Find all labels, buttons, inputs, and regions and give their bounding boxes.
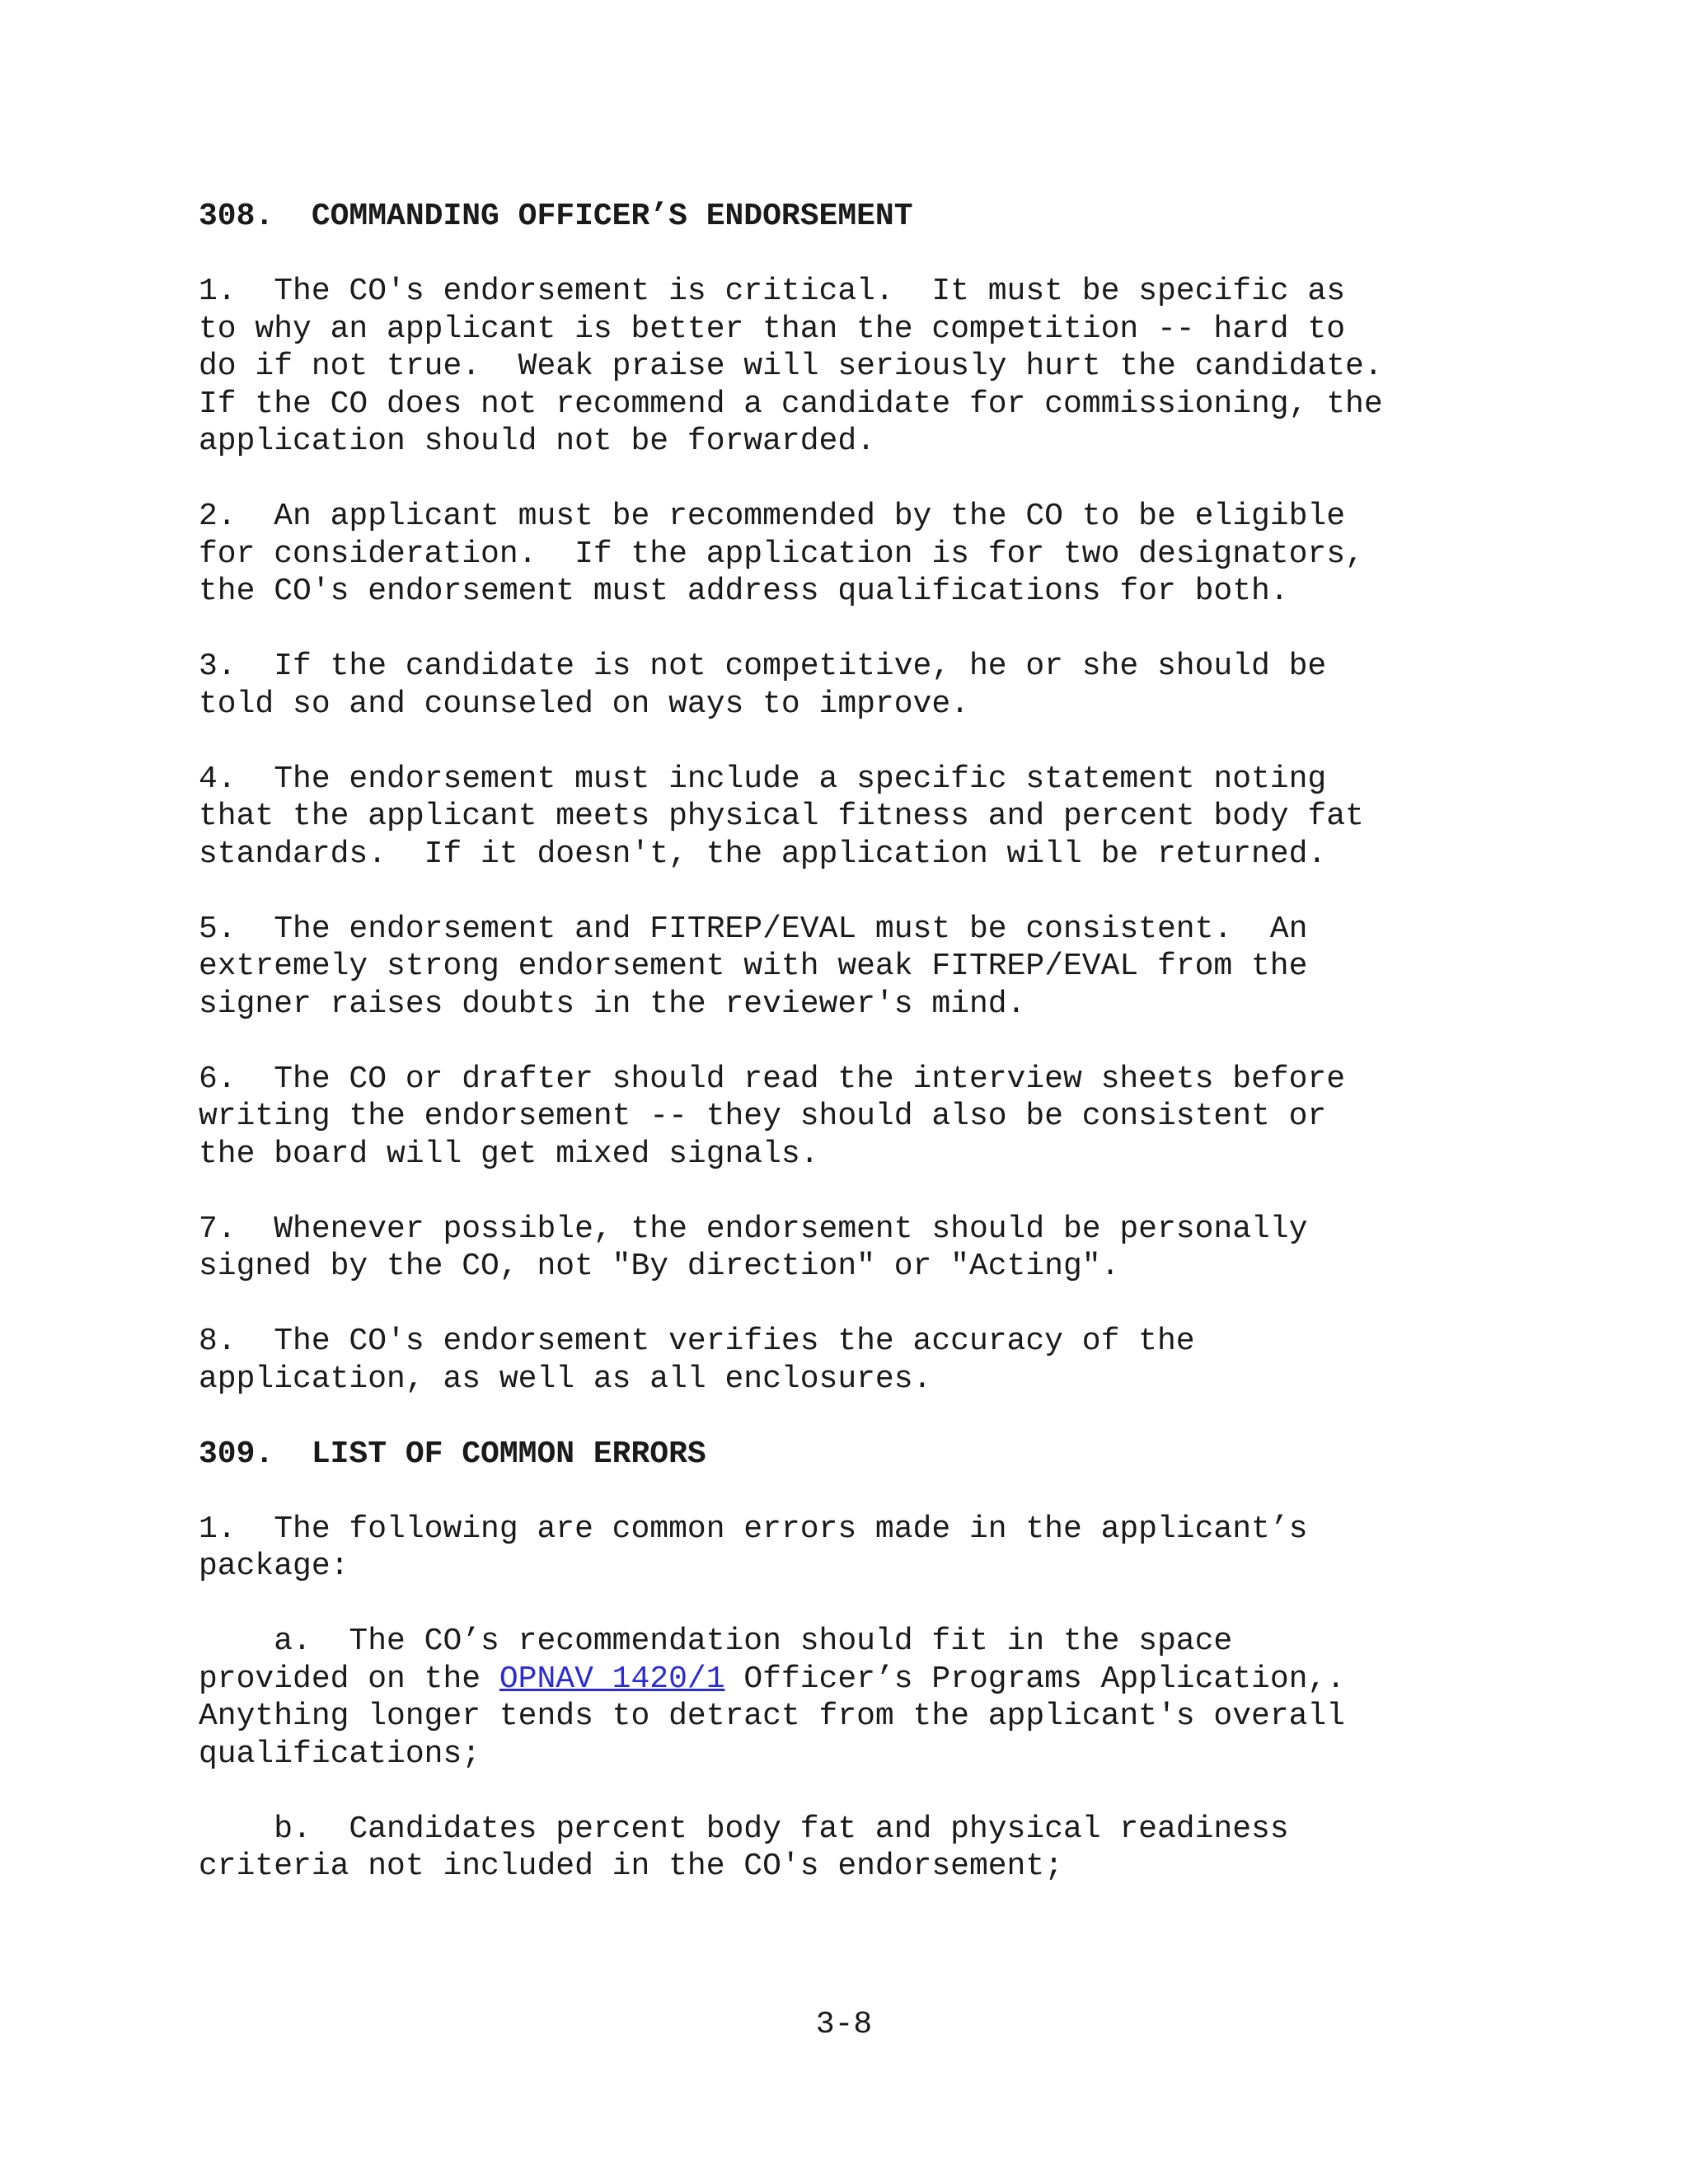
paragraph-line: told so and counseled on ways to improve. <box>199 686 969 722</box>
section-308-paragraph-5 <box>199 911 1517 1024</box>
spacer <box>199 1773 1517 1811</box>
section-309-item-a <box>199 1623 1517 1773</box>
paragraph-line: 5. The endorsement and FITREP/EVAL must be consistent. An <box>199 911 1308 947</box>
section-308-paragraph-2 <box>199 498 1517 611</box>
section-308-paragraph-3 <box>199 648 1517 723</box>
spacer <box>199 236 1517 274</box>
paragraph-line: 6. The CO or drafter should read the interview sheets before <box>199 1061 1346 1097</box>
paragraph-line: that the applicant meets physical fitness and percent body fat <box>199 799 1364 834</box>
section-309-item-b <box>199 1811 1517 1886</box>
paragraph-line: qualifications; <box>199 1736 481 1772</box>
paragraph-line: writing the endorsement -- they should also be consistent or <box>199 1099 1327 1134</box>
paragraph-line: 1. The following are common errors made in the applicant’s <box>199 1511 1308 1547</box>
section-308-paragraph-7 <box>199 1211 1517 1286</box>
paragraph-line: package: <box>199 1549 349 1584</box>
paragraph-line: 2. An applicant must be recommended by the CO to be eligible <box>199 499 1346 534</box>
paragraph-line: 7. Whenever possible, the endorsement should be personally <box>199 1211 1308 1247</box>
link-suffix-text: Officer’s Programs Application,. <box>724 1661 1346 1697</box>
section-309-heading: 309. LIST OF COMMON ERRORS <box>199 1436 706 1472</box>
page-number: 3-8 <box>815 2007 873 2042</box>
document-body <box>199 198 1517 1886</box>
link-prefix-text: provided on the <box>199 1661 499 1697</box>
spacer <box>199 611 1517 649</box>
opnav-1420-1-link[interactable]: OPNAV 1420/1 <box>499 1661 725 1697</box>
paragraph-line: standards. If it doesn't, the application will be returned. <box>199 836 1327 872</box>
paragraph-line-with-link <box>199 1661 1517 1699</box>
section-308-paragraph-1 <box>199 273 1517 461</box>
paragraph-line: 1. The CO's endorsement is critical. It must be specific as <box>199 274 1346 309</box>
spacer <box>199 1398 1517 1436</box>
paragraph-line: signer raises doubts in the reviewer's mind. <box>199 986 1026 1022</box>
section-308-paragraph-4 <box>199 761 1517 874</box>
section-309-intro <box>199 1511 1517 1586</box>
paragraph-line: If the CO does not recommend a candidate for commissioning, the <box>199 386 1383 422</box>
spacer <box>199 1023 1517 1061</box>
paragraph-line: 4. The endorsement must include a specific statement noting <box>199 761 1327 797</box>
paragraph-line: a. The CO’s recommendation should fit in the space <box>199 1624 1233 1659</box>
section-308-heading: 308. COMMANDING OFFICER’S ENDORSEMENT <box>199 199 913 234</box>
spacer <box>199 461 1517 499</box>
paragraph-line: extremely strong endorsement with weak FITREP/EVAL from the <box>199 949 1308 984</box>
paragraph-line: 3. If the candidate is not competitive, he or she should be <box>199 649 1327 684</box>
spacer <box>199 873 1517 911</box>
paragraph-line: for consideration. If the application is for two designators, <box>199 536 1364 572</box>
paragraph-line: criteria not included in the CO's endorsement; <box>199 1849 1063 1884</box>
spacer <box>199 723 1517 761</box>
paragraph-line: 8. The CO's endorsement verifies the accuracy of the <box>199 1324 1195 1359</box>
section-308-paragraph-6 <box>199 1061 1517 1174</box>
paragraph-line: application, as well as all enclosures. <box>199 1361 932 1397</box>
paragraph-line: b. Candidates percent body fat and physical readiness <box>199 1811 1289 1847</box>
paragraph-line: Anything longer tends to detract from the applicant's overall <box>199 1699 1346 1734</box>
paragraph-line: the CO's endorsement must address qualifications for both. <box>199 574 1289 609</box>
paragraph-line: application should not be forwarded. <box>199 424 875 459</box>
spacer <box>199 1173 1517 1211</box>
spacer <box>199 1586 1517 1624</box>
paragraph-line: the board will get mixed signals. <box>199 1136 819 1172</box>
spacer <box>199 1473 1517 1511</box>
paragraph-line: do if not true. Weak praise will seriously hurt the candidate. <box>199 349 1383 384</box>
paragraph-line: signed by the CO, not "By direction" or "Acting". <box>199 1249 1120 1284</box>
paragraph-line: to why an applicant is better than the competition -- hard to <box>199 311 1346 347</box>
section-308-paragraph-8 <box>199 1323 1517 1398</box>
spacer <box>199 1286 1517 1324</box>
